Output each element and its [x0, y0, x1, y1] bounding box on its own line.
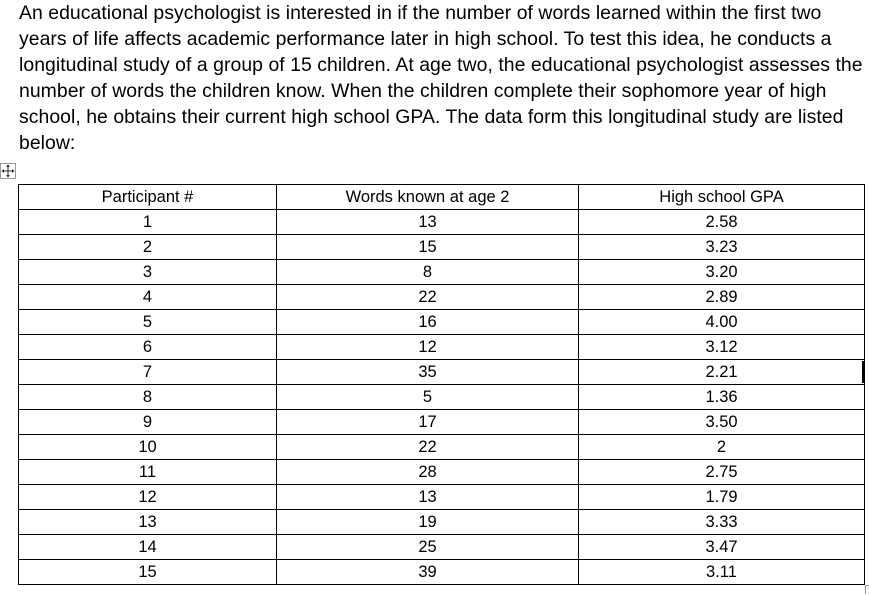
cell-participant: 10 — [19, 435, 277, 460]
header-words-known: Words known at age 2 — [277, 185, 579, 210]
cell-gpa: 3.50 — [579, 410, 865, 435]
table-row — [19, 285, 865, 310]
cell-words-known: 5 — [277, 385, 579, 410]
cell-participant: 8 — [19, 385, 277, 410]
table-row — [19, 210, 865, 235]
table-row — [19, 485, 865, 510]
text-cursor — [862, 361, 864, 383]
cell-gpa: 3.20 — [579, 260, 865, 285]
table-row — [19, 360, 865, 385]
cell-gpa: 2.89 — [579, 285, 865, 310]
table-row — [19, 535, 865, 560]
cell-gpa: 1.79 — [579, 485, 865, 510]
cell-participant: 1 — [19, 210, 277, 235]
cell-words-known: 8 — [277, 260, 579, 285]
move-icon — [1, 164, 15, 178]
cell-words-known: 39 — [277, 560, 579, 585]
header-participant: Participant # — [19, 185, 277, 210]
cell-words-known: 12 — [277, 335, 579, 360]
cell-gpa: 2.75 — [579, 460, 865, 485]
cell-participant: 6 — [19, 335, 277, 360]
cell-participant: 4 — [19, 285, 277, 310]
cell-gpa: 3.33 — [579, 510, 865, 535]
cell-words-known: 13 — [277, 210, 579, 235]
table-row — [19, 510, 865, 535]
table-row — [19, 560, 865, 585]
cell-participant: 5 — [19, 310, 277, 335]
cell-words-known: 22 — [277, 285, 579, 310]
cell-gpa: 1.36 — [579, 385, 865, 410]
cell-words-known: 28 — [277, 460, 579, 485]
cell-participant: 9 — [19, 410, 277, 435]
cell-gpa: 3.23 — [579, 235, 865, 260]
table-row — [19, 385, 865, 410]
cell-gpa: 4.00 — [579, 310, 865, 335]
cell-words-known: 19 — [277, 510, 579, 535]
cell-gpa: 3.47 — [579, 535, 865, 560]
cell-words-known: 16 — [277, 310, 579, 335]
cell-participant: 15 — [19, 560, 277, 585]
cell-participant: 14 — [19, 535, 277, 560]
cell-gpa: 2.21 — [579, 360, 865, 385]
cell-words-known: 15 — [277, 235, 579, 260]
intro-paragraph: An educational psychologist is interested in if the number of words learned within the first two years of life affects academic performance later in high school. To test this idea, he conducts a longitudinal study of a group of 15 children. At age two, the educational psychologist assesses the number of words the children know. When the children complete their sophomore year of high school, he obtains their current high school GPA. The data form this longitudinal study are listed below: — [19, 2, 863, 154]
cell-words-known: 25 — [277, 535, 579, 560]
cell-participant: 13 — [19, 510, 277, 535]
cell-participant: 2 — [19, 235, 277, 260]
table-move-handle[interactable] — [0, 163, 16, 179]
table-row — [19, 260, 865, 285]
table-header-row — [19, 185, 865, 210]
cell-words-known: 13 — [277, 485, 579, 510]
cell-participant: 11 — [19, 460, 277, 485]
table-row — [19, 235, 865, 260]
cell-gpa: 2.58 — [579, 210, 865, 235]
cell-gpa: 2 — [579, 435, 865, 460]
table-row — [19, 335, 865, 360]
table-row — [19, 435, 865, 460]
cell-gpa: 3.11 — [579, 560, 865, 585]
cell-participant: 12 — [19, 485, 277, 510]
header-gpa: High school GPA — [579, 185, 865, 210]
cell-participant: 7 — [19, 360, 277, 385]
cell-words-known: 35 — [277, 360, 579, 385]
cell-words-known: 17 — [277, 410, 579, 435]
table-row — [19, 410, 865, 435]
table-row — [19, 310, 865, 335]
cell-words-known: 22 — [277, 435, 579, 460]
cell-gpa: 3.12 — [579, 335, 865, 360]
data-table — [18, 184, 865, 585]
cell-participant: 3 — [19, 260, 277, 285]
table-resize-handle[interactable] — [865, 585, 869, 594]
table-row — [19, 460, 865, 485]
